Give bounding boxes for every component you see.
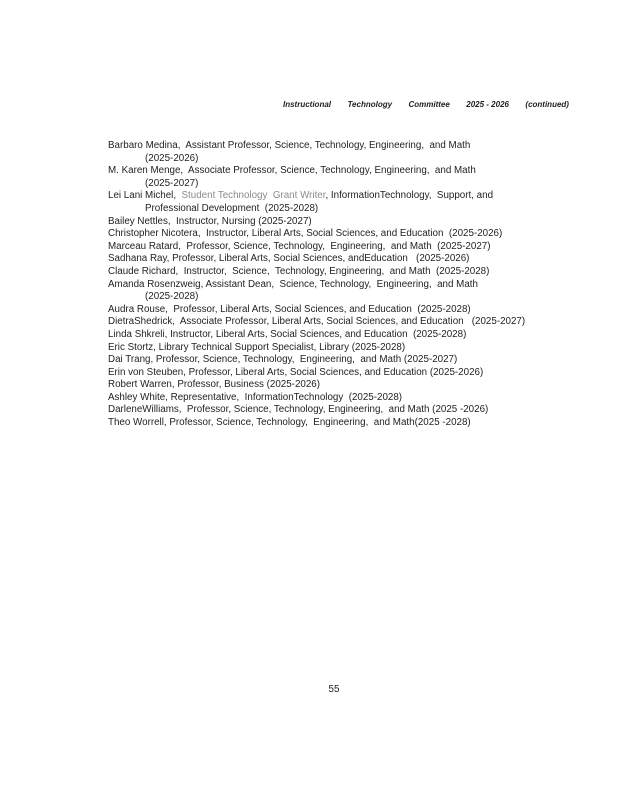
roster-entry-text: Amanda Rosenzweig, Assistant Dean, Science, Technology, Engineering, and Math: [108, 278, 478, 290]
roster-entry: [108, 354, 590, 367]
roster-entry: [108, 342, 590, 355]
roster-entry-text: Dai Trang, Professor, Science, Technology, Engineering, and Math (2025-2027): [108, 354, 458, 366]
roster-entry-continuation: (2025-2026): [145, 152, 199, 164]
roster-entry-continuation: Professional Development (2025-2028): [145, 202, 319, 214]
roster-entry-text: Ashley White, Representative, InformationTechnology (2025-2028): [108, 391, 403, 403]
roster-entry-text: Lei Lani Michel,: [108, 190, 182, 202]
header-title-part: Technology: [347, 100, 393, 109]
roster-entry-text: Marceau Ratard, Professor, Science, Technology, Engineering, and Math (2025-2027): [108, 240, 491, 252]
roster-entry: [108, 279, 590, 292]
roster-entry-text: Barbaro Medina, Assistant Professor, Science, Technology, Engineering, and Math: [108, 140, 471, 151]
header-title-part: Committee: [408, 100, 450, 109]
roster-entry-text: Eric Stortz, Library Technical Support Specialist, Library (2025-2028): [108, 341, 406, 353]
roster-entry-text: Claude Richard, Instructor, Science, Technology, Engineering, and Math (2025-2028): [108, 265, 490, 277]
roster-entry-text: M. Karen Menge, Associate Professor, Science, Technology, Engineering, and Math: [108, 165, 476, 177]
roster-entry-text: Audra Rouse, Professor, Liberal Arts, Social Sciences, and Education (2025-2028): [108, 303, 471, 315]
roster-entry: [108, 190, 590, 203]
roster-entry-text: DietraShedrick, Associate Professor, Liberal Arts, Social Sciences, and Education (2025-2027): [108, 316, 526, 328]
roster-entry: [108, 367, 590, 380]
roster-entry-text: Robert Warren, Professor, Business (2025-2026): [108, 379, 321, 391]
roster-entry-text: Bailey Nettles, Instructor, Nursing (2025-2027): [108, 215, 312, 227]
roster-entry-text: Christopher Nicotera, Instructor, Liberal Arts, Social Sciences, and Education (2025-2026): [108, 228, 503, 240]
roster-entry-continuation: (2025-2028): [145, 291, 199, 303]
page-number: 55: [328, 684, 340, 695]
roster-entry-text: Theo Worrell, Professor, Science, Technology, Engineering, and Math(2025 -2028): [108, 417, 471, 429]
roster-entry-text: Erin von Steuben, Professor, Liberal Arts, Social Sciences, and Education (2025-2026): [108, 366, 484, 378]
roster-entry: [108, 316, 590, 329]
roster-entry: [108, 140, 590, 153]
roster-entry: [108, 165, 590, 178]
roster-entry: [108, 216, 590, 229]
roster-entry: [108, 392, 590, 405]
roster-entry-text: Linda Shkreli, Instructor, Liberal Arts, Social Sciences, and Education (2025-2028): [108, 328, 467, 340]
roster-entry-role-muted: Student Technology Grant Writer: [181, 190, 326, 202]
roster-entry-text: Sadhana Ray, Professor, Liberal Arts, Social Sciences, andEducation (2025-2026): [108, 253, 470, 265]
roster-entry: [108, 266, 590, 279]
roster-entry: [108, 304, 590, 317]
roster-entry: [108, 379, 590, 392]
roster-entry: [108, 253, 590, 266]
roster-entry: [108, 329, 590, 342]
roster-entry: [108, 241, 590, 254]
roster-entry-text: , InformationTechnology, Support, and: [325, 190, 494, 202]
roster-entry: [108, 228, 590, 241]
header-title-part: Instructional: [283, 100, 332, 109]
header-title-part: (continued): [525, 100, 569, 109]
roster-entry: [108, 404, 590, 417]
roster-entry-continuation: (2025-2027): [145, 177, 199, 189]
roster-entry-text: DarleneWilliams, Professor, Science, Technology, Engineering, and Math (2025 -2026): [108, 404, 489, 416]
roster-entry: [108, 417, 590, 430]
committee-roster: [108, 140, 590, 430]
page-header-title: [283, 99, 569, 110]
header-title-part: 2025 - 2026: [466, 100, 509, 109]
